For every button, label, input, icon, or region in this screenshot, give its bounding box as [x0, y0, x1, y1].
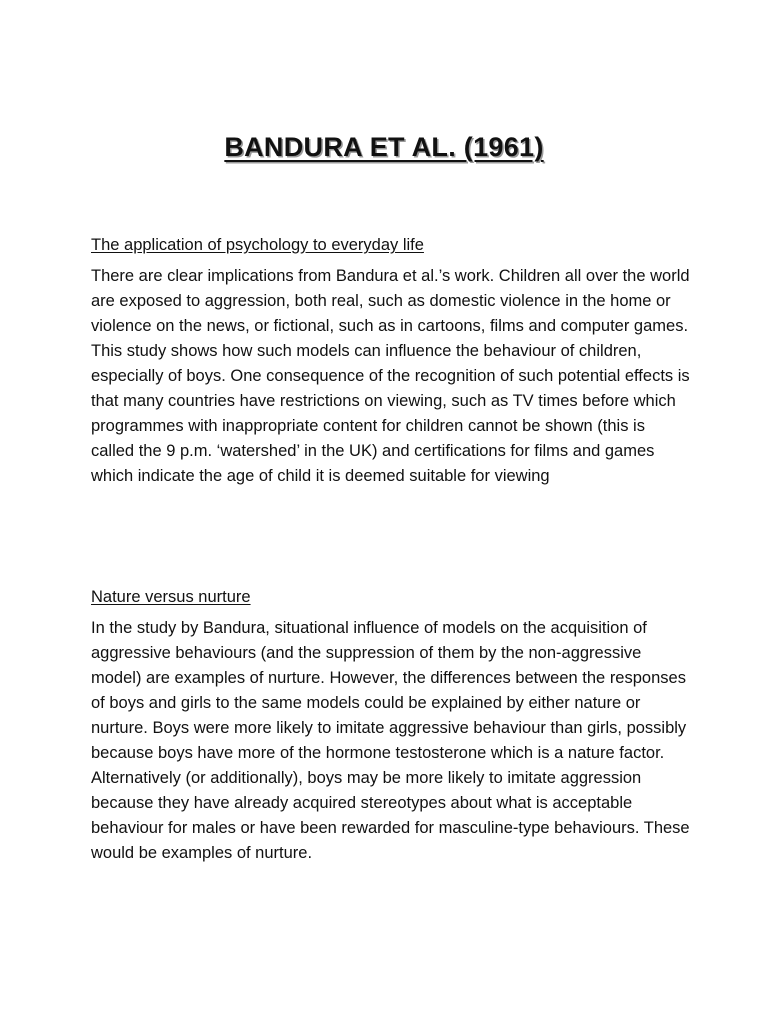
section-heading-everyday-life: The application of psychology to everyday life [91, 236, 424, 254]
page-title: BANDURA ET AL. (1961) [224, 132, 544, 162]
section-heading-nature-nurture: Nature versus nurture [91, 588, 251, 606]
section-body-nature-nurture: In the study by Bandura, situational influence of models on the acquisition of aggressive behaviours (and the suppression of them by the non-aggressive model) are examples of nurture. However, the differences between the responses of boys and girls to the same models could be explained by either nature or nurture. Boys were more likely to imitate aggressive behaviour than girls, possibly because boys have more of the hormone testosterone which is a nature factor. Alternatively (or additionally), boys may be more likely to imitate aggression because they have already acquired stereotypes about what is acceptable behaviour for males or have been rewarded for masculine-type behaviours. These would be examples of nurture. [91, 619, 690, 862]
section-body-everyday-life: There are clear implications from Bandura et al.’s work. Children all over the world are exposed to aggression, both real, such as domestic violence in the home or violence on the news, or fictional, such as in cartoons, films and computer games. This study shows how such models can influence the behaviour of children, especially of boys. One consequence of the recognition of such potential effects is that many countries have restrictions on viewing, such as TV times before which programmes with inappropriate content for children cannot be shown (this is called the 9 p.m. ‘watershed’ in the UK) and certifications for films and games which indicate the age of child it is deemed suitable for viewing [91, 267, 690, 485]
section-nature-nurture [91, 587, 691, 866]
section-everyday-life [91, 235, 691, 489]
